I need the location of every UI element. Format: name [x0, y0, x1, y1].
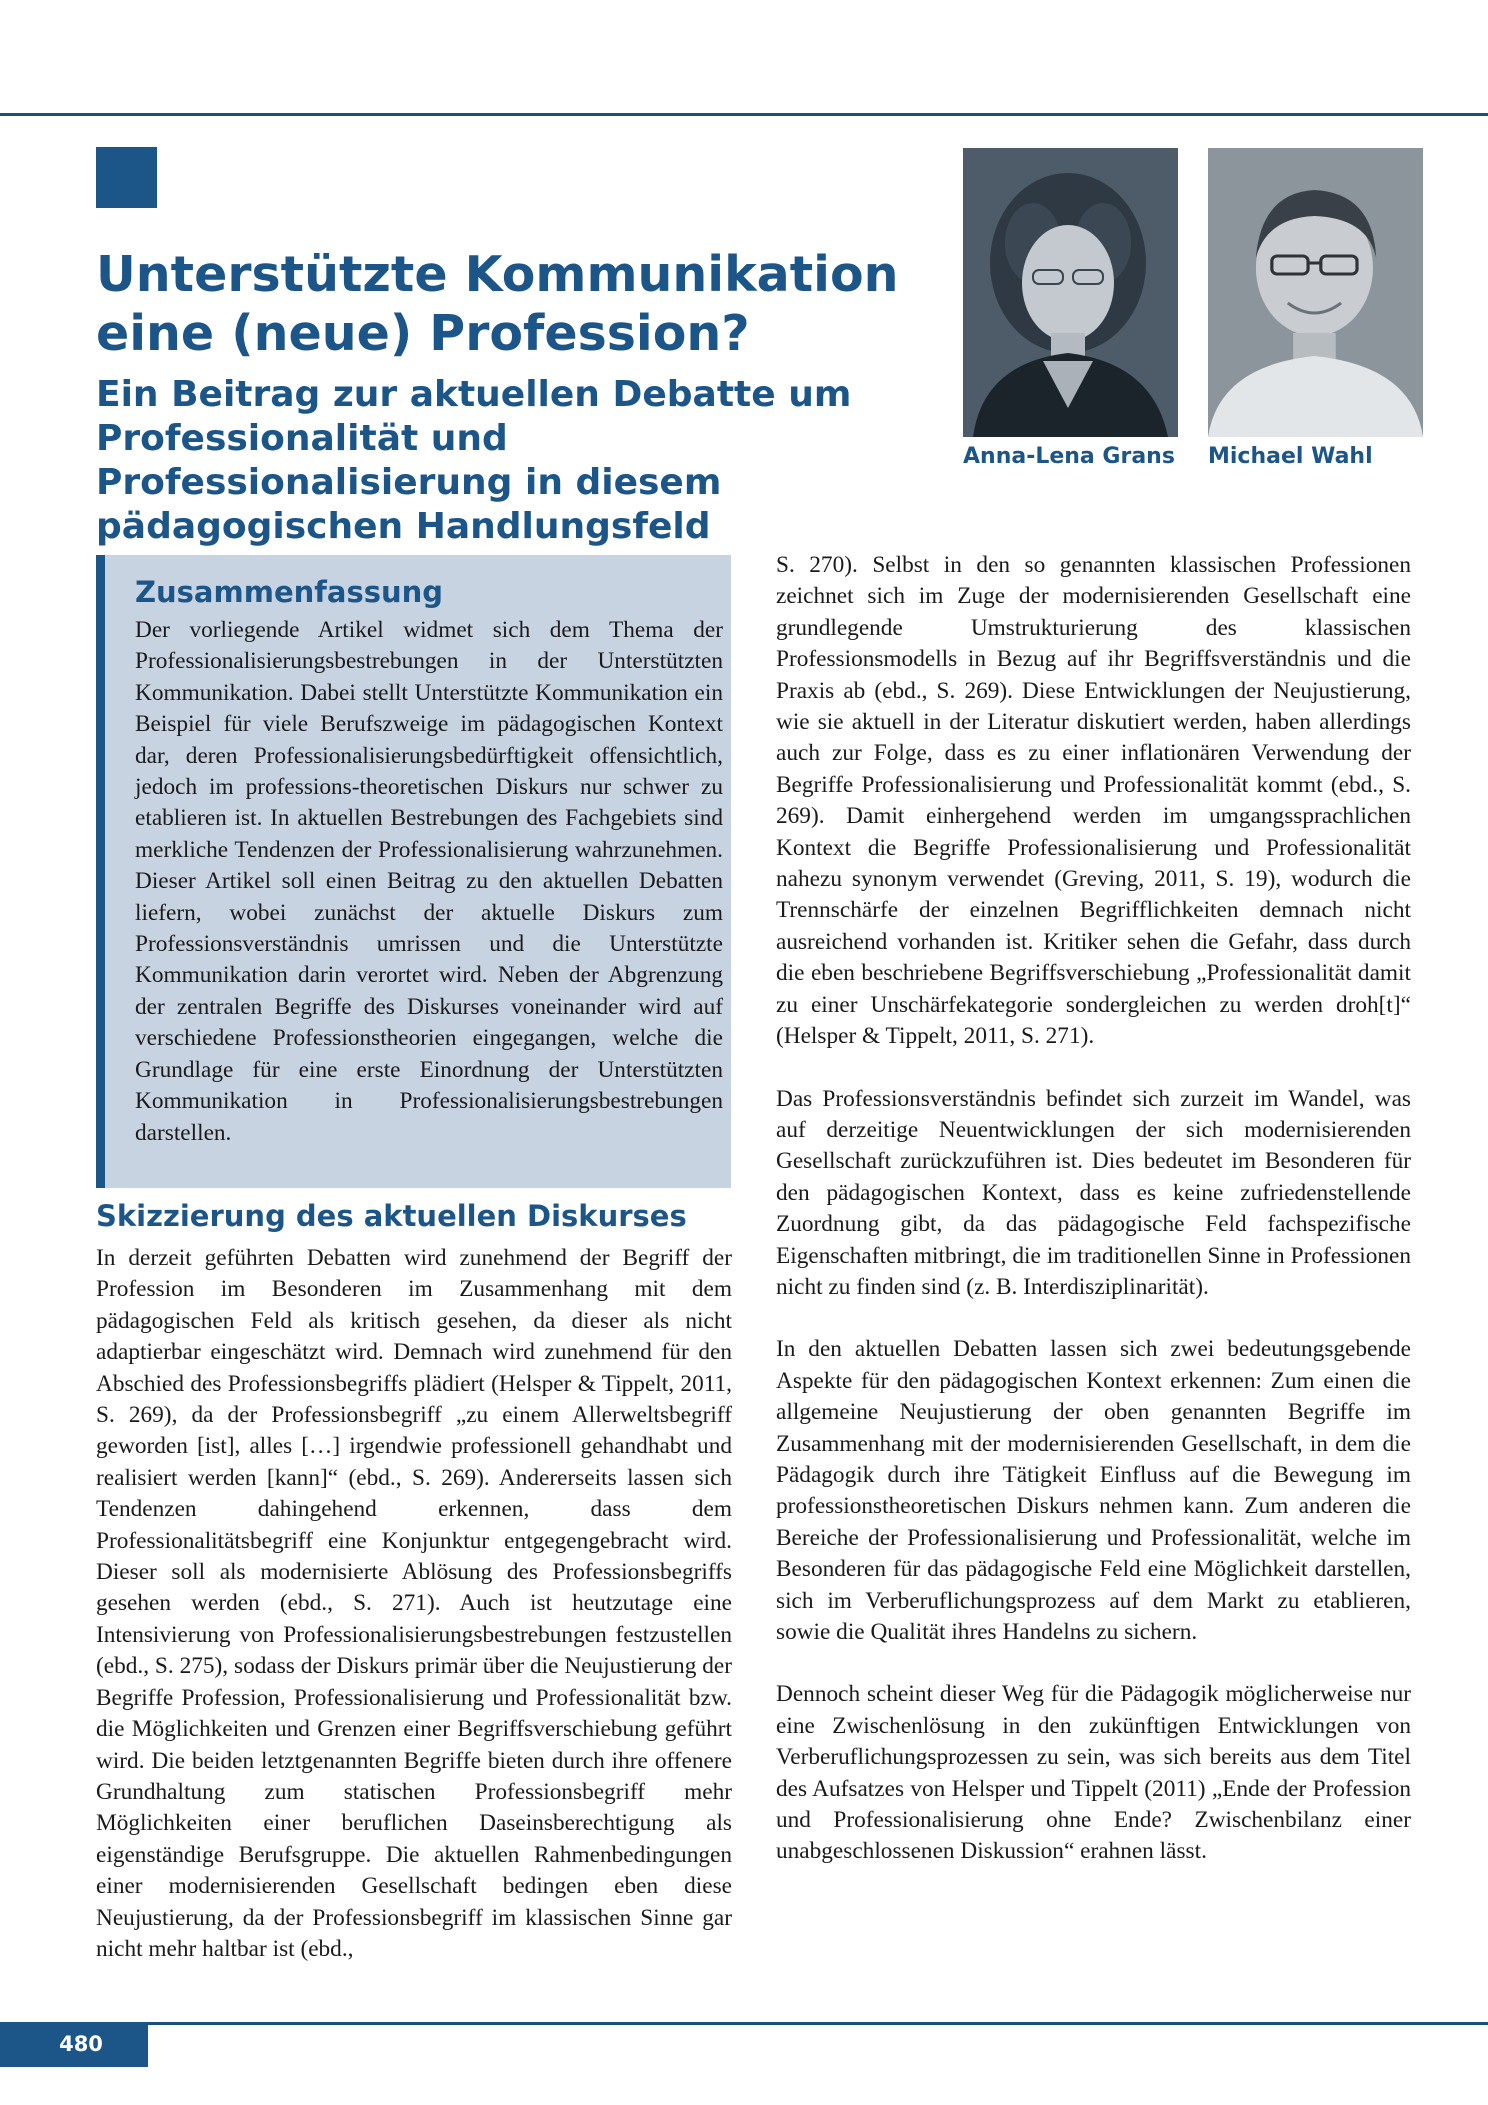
top-rule: [0, 113, 1488, 116]
summary-text: Der vorliegende Artikel widmet sich dem Thema der Professionalisierungsbestrebungen in der Unterstützten Kommunikation. Dabei stellt Unterstützte Kommunikation ein Beispiel für viele Berufszweige im pädagogischen Kontext dar, deren Professionalisierungsbedürftigkeit offensichtlich, jedoch im professions-theoretischen Diskurs nur schwer zu etablieren ist. In aktuellen Bestrebungen des Fachgebiets sind merkliche Tendenzen der Professionalisierung wahrzunehmen. Dieser Artikel soll einen Beitrag zu den aktuellen Debatten liefern, wobei zunächst der aktuelle Diskurs zum Professionsverständnis umrissen und die Unterstützte Kommunikation darin verortet wird. Neben der Abgrenzung der zentralen Begriffe des Diskurses voneinander wird auf verschiedene Professionstheorien eingegangen, welche die Grundlage für eine erste Einordnung der Unterstützten Kommunikation in Professionalisierungsbestrebungen darstellen.: [135, 617, 723, 1146]
author-photo-anna-lena-grans: [963, 148, 1178, 437]
summary-box: [96, 555, 731, 1188]
author-name: Anna-Lena Grans: [963, 444, 1175, 469]
title-block: [96, 245, 926, 549]
article-title: Unterstützte Kommunikation eine (neue) Profession?: [96, 246, 899, 362]
article-subtitle: Ein Beitrag zur aktuellen Debatte um Professionalität und Professionalisierung in diesem pädagogischen Handlungsfeld: [96, 374, 852, 547]
right-column: [776, 550, 1411, 1899]
author-name: Michael Wahl: [1208, 444, 1373, 469]
body-paragraph: In den aktuellen Debatten lassen sich zwei bedeutungsgebende Aspekte für den pädagogischen Kontext erkennen: Zum einen die allgemeine Neujustierung der oben genannten Begriffe im Zusammenhang mit der modernisierenden Gesellschaft, in dem die Pädagogik durch ihre Tätigkeit Einfluss auf die Bewegung im professionstheoretischen Diskurs nehmen kann. Zum anderen die Bereiche der Professionalisierung und Professionalität, welche im Besonderen für das pädagogische Feld eine Möglichkeit darstellen, sich im Verberuflichungsprozess auf dem Markt zu etablieren, sowie die Qualität ihres Handelns zu sichern.: [776, 1336, 1411, 1645]
section-heading: Skizzierung des aktuellen Diskurses: [96, 1199, 687, 1233]
accent-square: [96, 147, 157, 208]
portrait-woman-image: [963, 148, 1178, 437]
body-paragraph: S. 270). Selbst in den so genannten klassischen Professionen zeichnet sich im Zuge der modernisierenden Gesellschaft eine grundlegende Umstrukturierung des klassischen Professionsmodells in Bezug auf ihr Begriffsverständnis und die Praxis ab (ebd., S. 269). Diese Entwicklungen der Neujustierung, wie sie aktuell in der Literatur diskutiert werden, haben allerdings auch zur Folge, dass es zu einer inflationären Verwendung der Begriffe Professionalisierung und Professionalität kommt (ebd., S. 269). Damit einhergehend werden im umgangssprachlichen Kontext die Begriffe Professionalisierung und Professionalität nahezu synonym verwendet (Greving, 2011, S. 19), wodurch die Trennschärfe der einzelnen Begrifflichkeiten demnach nicht ausreichend vorhanden ist. Kritiker sehen die Gefahr, dass durch die eben beschriebene Begriffsverschiebung „Professionalität damit zu einer Unschärfekategorie sondergleichen zu werden droh[t]“ (Helsper & Tippelt, 2011, S. 271).: [776, 552, 1411, 1050]
page-number: 480: [0, 2022, 148, 2067]
summary-heading: Zusammenfassung: [135, 575, 444, 609]
body-paragraph: Dennoch scheint dieser Weg für die Pädagogik möglicherweise nur eine Zwischenlösung in den zukünftigen Entwicklungen von Verberuflichungsprozessen zu sein, was sich bereits aus dem Titel des Aufsatzes von Helsper und Tippelt (2011) „Ende der Profession und Professionalisierung ohne Ende? Zwischenbilanz einer unabgeschlossenen Diskussion“ erahnen lässt.: [776, 1681, 1411, 1865]
body-paragraph: In derzeit geführten Debatten wird zunehmend der Begriff der Profession im Besonderen im Zusammenhang mit dem pädagogischen Feld als kritisch gesehen, da dieser als nicht adaptierbar eingeschätzt wird. Demnach wird zunehmend für den Abschied des Professionsbegriffs plädiert (Helsper & Tippelt, 2011, S. 269), da der Professionsbegriff „zu einem Allerweltsbegriff geworden [ist], alles […] irgendwie professionell gehandhabt und realisiert werden [kann]“ (ebd., S. 269). Andererseits lassen sich Tendenzen dahingehend erkennen, dass dem Professionalitätsbegriff eine Konjunktur entgegengebracht wird. Dieser soll als modernisierte Ablösung des Professionsbegriffs gesehen werden (ebd., S. 271). Auch ist heutzutage eine Intensivierung von Professionalisierungsbestrebungen festzustellen (ebd., S. 275), sodass der Diskurs primär über die Neujustierung der Begriffe Profession, Professionalisierung und Professionalität bzw. die Möglichkeiten und Grenzen einer Begriffsverschiebung geführt wird. Die beiden letztgenannten Begriffe bieten durch ihre offenere Grundhaltung zum statischen Professionsbegriff mehr Möglichkeiten einer beruflichen Daseinsberechtigung als eigenständige Berufsgruppe. Die aktuellen Rahmenbedingungen einer modernisierenden Gesellschaft bedingen eben diese Neujustierung, da der Professionsbegriff im klassischen Sinne gar nicht mehr haltbar ist (ebd.,: [96, 1245, 732, 1962]
left-column: [96, 1243, 732, 1965]
body-paragraph: Das Professionsverständnis befindet sich zurzeit im Wandel, was auf derzeitige Neuentwicklungen der sich modernisierenden Gesellschaft zurückzuführen ist. Dies bedeutet im Besonderen für den pädagogischen Kontext, dass es keine zufriedenstellende Zuordnung gibt, da das pädagogische Feld fachspezifische Eigenschaften mitbringt, die im traditionellen Sinne in Professionen nicht zu finden sind (z. B. Interdisziplinarität).: [776, 1085, 1411, 1300]
author-photo-michael-wahl: [1208, 148, 1423, 437]
portrait-man-image: [1208, 148, 1423, 437]
footer-rule: [0, 2022, 1488, 2025]
